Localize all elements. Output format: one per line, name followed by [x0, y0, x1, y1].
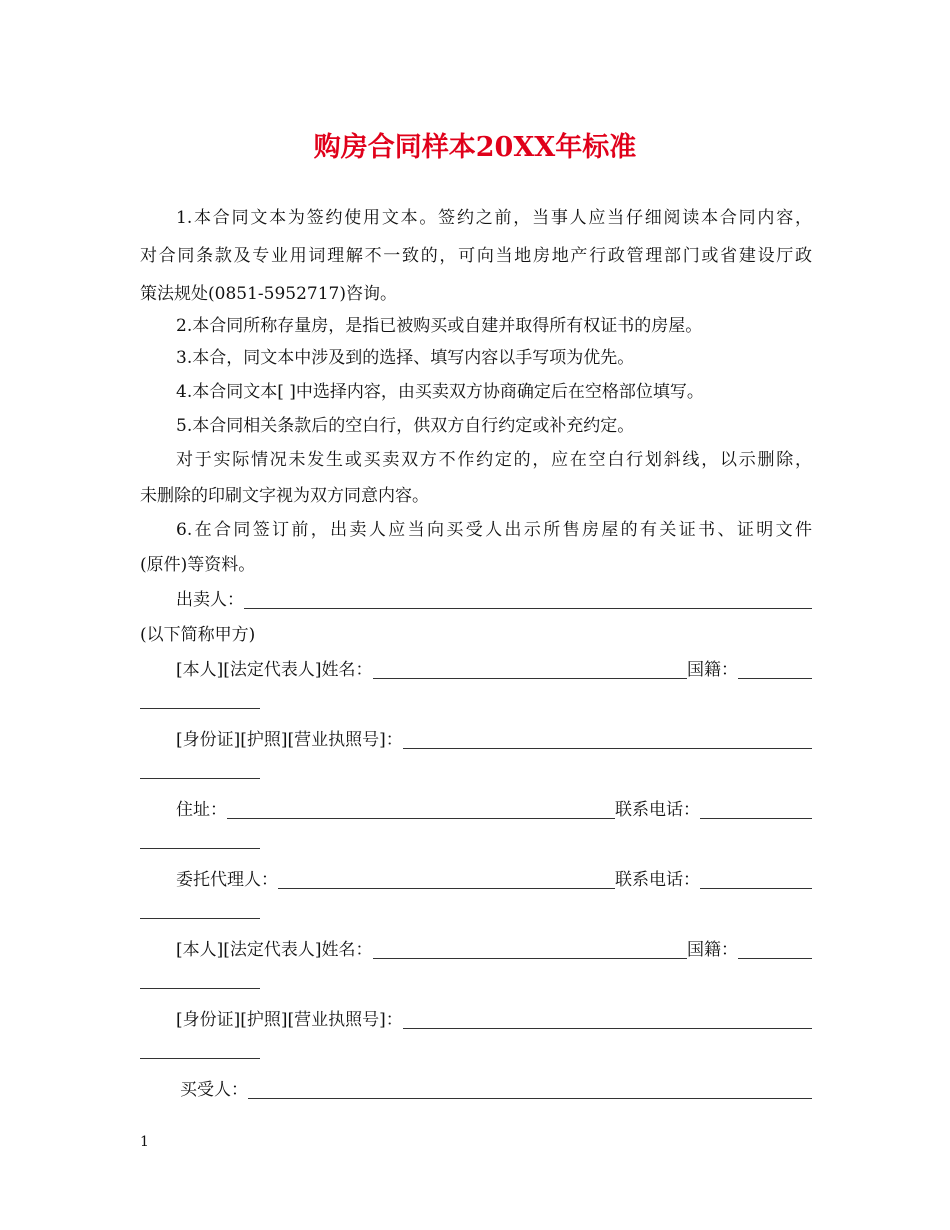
buyer-label: 买受人： — [180, 1080, 248, 1100]
agent-id-row — [176, 1005, 812, 1035]
agent-name-label: [本人][法定代表人]姓名： — [176, 940, 373, 960]
seller-blank[interactable] — [244, 586, 812, 609]
phone-label: 联系电话： — [615, 800, 700, 820]
continuation-blank[interactable] — [140, 708, 260, 709]
page-title: 购房合同样本20XX年标准 — [313, 132, 637, 163]
paragraph-5: 5.本合同相关条款后的空白行，供双方自行约定或补充约定。 — [176, 416, 635, 436]
buyer-row — [180, 1075, 812, 1105]
paragraph-7-line-2: (原件)等资料。 — [140, 555, 256, 575]
seller-name-row — [176, 655, 812, 685]
continuation-blank[interactable] — [140, 988, 260, 989]
agent-label: 委托代理人： — [176, 870, 278, 890]
agent-row — [176, 865, 812, 895]
agent-phone-blank[interactable] — [700, 866, 812, 889]
agent-id-label: [身份证][护照][营业执照号]： — [176, 1010, 403, 1030]
continuation-blank[interactable] — [140, 778, 260, 779]
nationality-label: 国籍： — [687, 660, 738, 680]
paragraph-3: 3.本合，同文本中涉及到的选择、填写内容以手写项为优先。 — [176, 348, 635, 368]
agent-phone-label: 联系电话： — [615, 870, 700, 890]
agent-name-blank[interactable] — [373, 936, 687, 959]
paragraph-4: 4.本合同文本[ ]中选择内容，由买卖双方协商确定后在空格部位填写。 — [176, 382, 704, 402]
seller-note: (以下简称甲方) — [140, 625, 256, 645]
seller-label: 出卖人： — [176, 590, 244, 610]
address-label: 住址： — [176, 800, 227, 820]
name-blank[interactable] — [373, 656, 687, 679]
paragraph-7-line-1: 6.在合同签订前，出卖人应当向买受人出示所售房屋的有关证书、证明文件 — [176, 520, 812, 540]
agent-id-blank[interactable] — [403, 1006, 812, 1029]
paragraph-1-line-3: 策法规处(0851-5952717)咨询。 — [140, 284, 397, 304]
name-label: [本人][法定代表人]姓名： — [176, 660, 373, 680]
paragraph-1-line-2: 对合同条款及专业用词理解不一致的，可向当地房地产行政管理部门或省建设厅政 — [140, 246, 812, 266]
seller-id-row — [176, 725, 812, 755]
agent-nationality-label: 国籍： — [687, 940, 738, 960]
paragraph-6-line-2: 未删除的印刷文字视为双方同意内容。 — [140, 486, 429, 506]
agent-blank[interactable] — [278, 866, 615, 889]
id-label: [身份证][护照][营业执照号]： — [176, 730, 403, 750]
paragraph-2: 2.本合同所称存量房，是指已被购买或自建并取得所有权证书的房屋。 — [176, 316, 703, 336]
address-blank[interactable] — [227, 796, 615, 819]
buyer-blank[interactable] — [248, 1076, 812, 1099]
id-blank[interactable] — [403, 726, 812, 749]
seller-row — [176, 585, 812, 615]
page-number: 1 — [140, 1134, 149, 1150]
continuation-blank[interactable] — [140, 918, 260, 919]
nationality-blank[interactable] — [738, 656, 812, 679]
continuation-blank[interactable] — [140, 848, 260, 849]
paragraph-1-line-1: 1.本合同文本为签约使用文本。签约之前，当事人应当仔细阅读本合同内容， — [176, 208, 812, 228]
phone-blank[interactable] — [700, 796, 812, 819]
agent-nationality-blank[interactable] — [738, 936, 812, 959]
seller-address-row — [176, 795, 812, 825]
paragraph-6-line-1: 对于实际情况未发生或买卖双方不作约定的，应在空白行划斜线，以示删除， — [176, 450, 812, 470]
agent-name-row — [176, 935, 812, 965]
continuation-blank[interactable] — [140, 1058, 260, 1059]
